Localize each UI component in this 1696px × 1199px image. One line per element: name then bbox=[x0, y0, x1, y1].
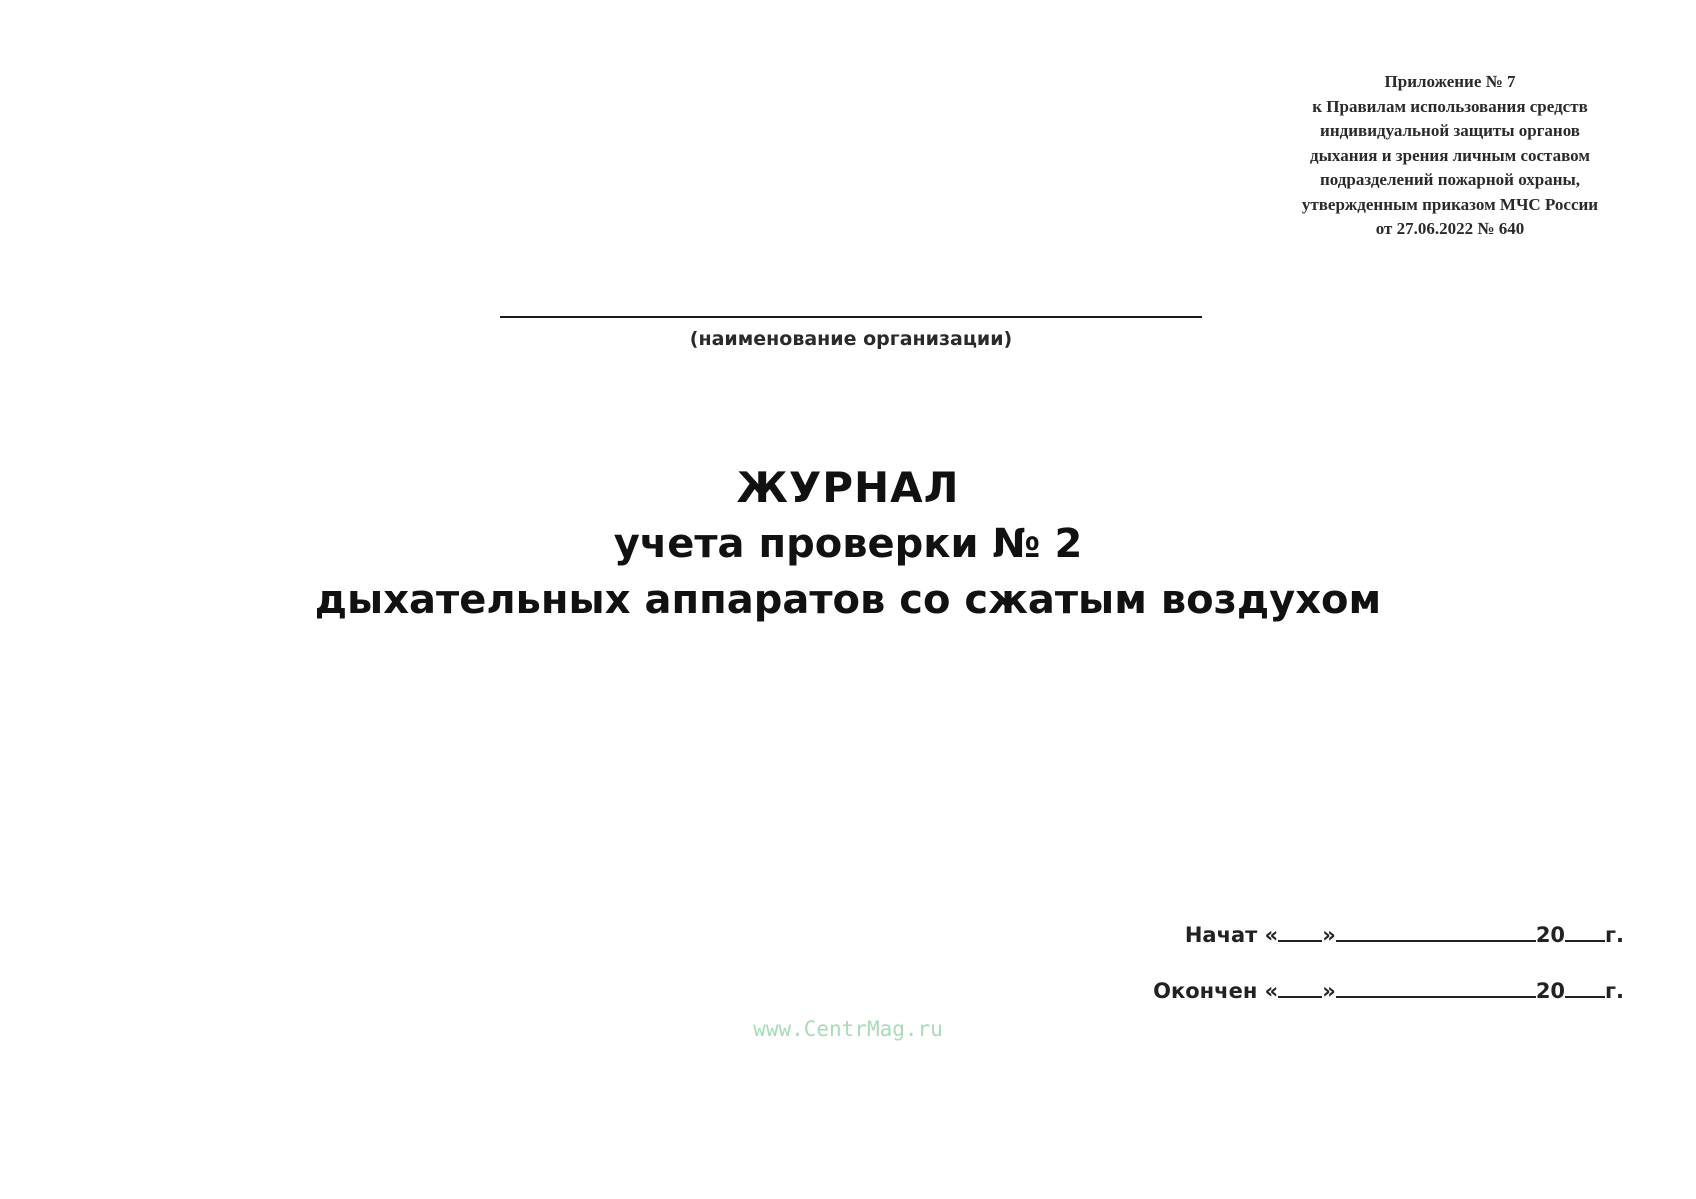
organization-field bbox=[500, 300, 1202, 350]
month-blank bbox=[1336, 976, 1536, 998]
open-quote: « bbox=[1264, 979, 1279, 1003]
organization-caption: (наименование организации) bbox=[689, 328, 1013, 350]
month-blank bbox=[1336, 920, 1536, 942]
appendix-line: от 27.06.2022 № 640 bbox=[1375, 219, 1525, 238]
year-suffix: г. bbox=[1605, 923, 1624, 947]
year-blank bbox=[1565, 976, 1605, 998]
open-quote: « bbox=[1264, 923, 1279, 947]
appendix-line: утвержденным приказом МЧС России bbox=[1301, 194, 1599, 214]
year-prefix: 20 bbox=[1535, 923, 1566, 947]
appendix-line: Приложение № 7 bbox=[1384, 72, 1516, 91]
day-blank bbox=[1278, 976, 1322, 998]
year-suffix: г. bbox=[1605, 979, 1624, 1003]
dates-block bbox=[1153, 920, 1624, 1032]
title-line-1: ЖУРНАЛ bbox=[736, 463, 960, 512]
finished-label: Окончен bbox=[1153, 979, 1258, 1003]
close-quote: » bbox=[1322, 923, 1336, 947]
year-blank bbox=[1565, 920, 1605, 942]
appendix-line: подразделений пожарной охраны, bbox=[1319, 170, 1581, 189]
started-date-row bbox=[1153, 920, 1624, 976]
appendix-block bbox=[1265, 70, 1635, 242]
year-prefix: 20 bbox=[1535, 979, 1566, 1003]
appendix-line: индивидуальной защиты органов bbox=[1320, 121, 1580, 140]
watermark: www.CentrMag.ru bbox=[753, 1017, 943, 1041]
close-quote: » bbox=[1322, 979, 1336, 1003]
document-title bbox=[0, 460, 1696, 628]
title-line-3: дыхательных аппаратов со сжатым воздухом bbox=[314, 577, 1382, 623]
appendix-line: к Правилам использования средств bbox=[1312, 96, 1588, 116]
day-blank bbox=[1278, 920, 1322, 942]
started-label: Начат bbox=[1184, 923, 1258, 947]
appendix-line: дыхания и зрения личным составом bbox=[1310, 145, 1590, 165]
organization-blank-line bbox=[500, 300, 1202, 318]
title-line-2: учета проверки № 2 bbox=[613, 521, 1083, 567]
